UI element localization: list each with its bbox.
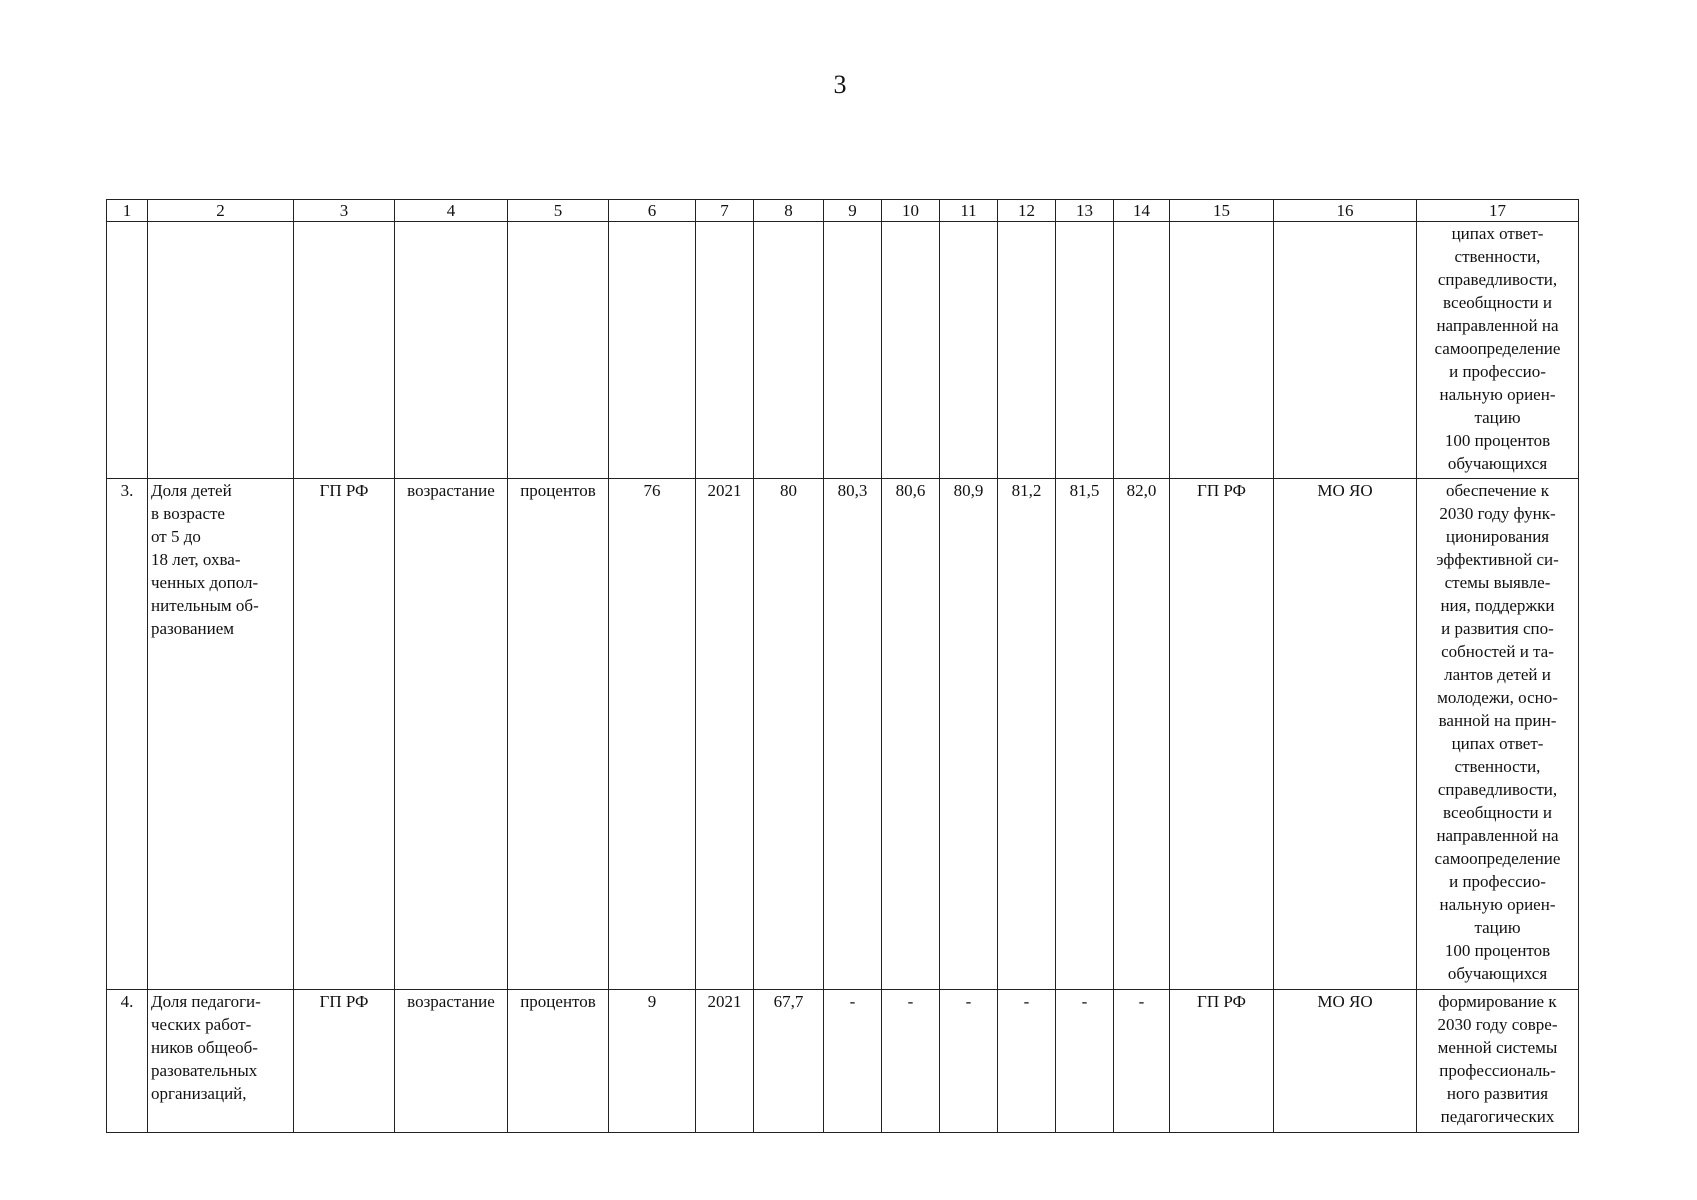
indicator-direction: возрастание [395, 479, 508, 990]
col-header-12: 12 [998, 200, 1056, 222]
header-row [107, 200, 1579, 222]
value-col-13 [1056, 222, 1114, 479]
base-value: 76 [609, 479, 696, 990]
col-header-9: 9 [824, 200, 882, 222]
indicator-source: ГП РФ [294, 479, 395, 990]
col-header-14: 14 [1114, 200, 1170, 222]
responsible-body: МО ЯО [1274, 990, 1417, 1133]
indicator-direction: возрастание [395, 990, 508, 1133]
col-header-17: 17 [1417, 200, 1579, 222]
value-col-9 [824, 222, 882, 479]
indicator-source [294, 222, 395, 479]
document-ref: ГП РФ [1170, 479, 1274, 990]
value-col-11 [940, 222, 998, 479]
base-year: 2021 [696, 479, 754, 990]
indicator-name: Доля педагоги- ческих работ- ников общеоб- разовательных организаций, [148, 990, 294, 1133]
value-col-12: 81,2 [998, 479, 1056, 990]
col-header-6: 6 [609, 200, 696, 222]
indicator-name: Доля детей в возрасте от 5 до 18 лет, охва- ченных допол- нительным об- разованием [148, 479, 294, 990]
col-header-1: 1 [107, 200, 148, 222]
table-row [107, 990, 1579, 1133]
document-ref [1170, 222, 1274, 479]
indicators-table [106, 199, 1579, 1133]
value-col-8: 80 [754, 479, 824, 990]
indicator-source: ГП РФ [294, 990, 395, 1133]
value-col-9: - [824, 990, 882, 1133]
base-year [696, 222, 754, 479]
value-col-9: 80,3 [824, 479, 882, 990]
indicator-name [148, 222, 294, 479]
col-header-5: 5 [508, 200, 609, 222]
table-row [107, 222, 1579, 479]
base-year: 2021 [696, 990, 754, 1133]
col-header-13: 13 [1056, 200, 1114, 222]
value-col-8 [754, 222, 824, 479]
base-value: 9 [609, 990, 696, 1133]
value-col-12: - [998, 990, 1056, 1133]
row-number: 3. [107, 479, 148, 990]
value-col-14 [1114, 222, 1170, 479]
value-col-8: 67,7 [754, 990, 824, 1133]
page-number: 3 [833, 70, 847, 99]
col-header-7: 7 [696, 200, 754, 222]
value-col-14: - [1114, 990, 1170, 1133]
col-header-8: 8 [754, 200, 824, 222]
col-header-11: 11 [940, 200, 998, 222]
document-ref: ГП РФ [1170, 990, 1274, 1133]
value-col-12 [998, 222, 1056, 479]
goal-link: обеспечение к 2030 году функ- ционирования эффективной си- стемы выявле- ния, поддержки и развития спо- собностей и та- лантов детей и молодежи, осно- ванной на прин- ципах ответ- ственности, справедливости, всеобщности и направленной на самоопределение и профессио- нальную ориен- тацию 100 процентов обучающихся [1417, 479, 1579, 990]
value-col-14: 82,0 [1114, 479, 1170, 990]
col-header-15: 15 [1170, 200, 1274, 222]
value-col-13: 81,5 [1056, 479, 1114, 990]
col-header-4: 4 [395, 200, 508, 222]
col-header-16: 16 [1274, 200, 1417, 222]
responsible-body [1274, 222, 1417, 479]
indicator-unit: процентов [508, 990, 609, 1133]
value-col-10 [882, 222, 940, 479]
value-col-11: - [940, 990, 998, 1133]
row-number [107, 222, 148, 479]
responsible-body: МО ЯО [1274, 479, 1417, 990]
col-header-10: 10 [882, 200, 940, 222]
value-col-10: 80,6 [882, 479, 940, 990]
goal-link: формирование к 2030 году совре- менной системы профессиональ- ного развития педагогических [1417, 990, 1579, 1133]
row-number: 4. [107, 990, 148, 1133]
value-col-10: - [882, 990, 940, 1133]
col-header-3: 3 [294, 200, 395, 222]
indicator-unit [508, 222, 609, 479]
col-header-2: 2 [148, 200, 294, 222]
indicator-unit: процентов [508, 479, 609, 990]
value-col-11: 80,9 [940, 479, 998, 990]
base-value [609, 222, 696, 479]
indicator-direction [395, 222, 508, 479]
table-row [107, 479, 1579, 990]
value-col-13: - [1056, 990, 1114, 1133]
goal-link: ципах ответ- ственности, справедливости, всеобщности и направленной на самоопределение и профессио- нальную ориен- тацию 100 процентов обучающихся [1417, 222, 1579, 479]
